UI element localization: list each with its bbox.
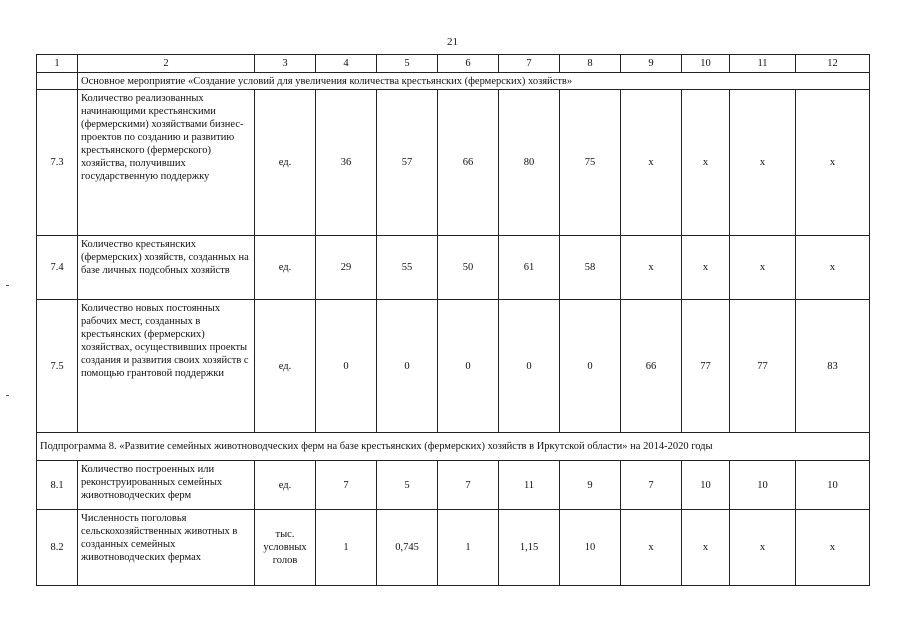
indicators-table [36,54,870,586]
value-cell: 7 [621,461,682,510]
col-header: 8 [560,55,621,73]
margin-mark [6,285,9,286]
col-header: 2 [78,55,255,73]
value-cell: 0 [438,300,499,433]
value-cell: x [796,236,870,300]
value-cell: x [730,90,796,236]
value-cell: 83 [796,300,870,433]
value-cell: 0 [316,300,377,433]
unit-cell: ед. [255,300,316,433]
row-number: 7.3 [37,90,78,236]
value-cell: x [682,510,730,586]
margin-mark [6,395,9,396]
col-header: 5 [377,55,438,73]
row-number: 8.2 [37,510,78,586]
unit-cell: ед. [255,90,316,236]
table-row [37,510,870,586]
value-cell: 58 [560,236,621,300]
unit-cell: ед. [255,236,316,300]
value-cell: 29 [316,236,377,300]
value-cell: 0 [377,300,438,433]
value-cell: 10 [682,461,730,510]
col-header: 9 [621,55,682,73]
value-cell: 10 [796,461,870,510]
value-cell: 11 [499,461,560,510]
value-cell: x [730,236,796,300]
column-header-row [37,55,870,73]
value-cell: 7 [438,461,499,510]
col-header: 7 [499,55,560,73]
value-cell: x [621,510,682,586]
indicator-name: Количество новых постоянных рабочих мест, созданных в крестьянских (фермерских) хозяйствах, осуществивших проекты создания и развития своих хозяйств с помощью грантовой поддержки [78,300,255,433]
value-cell: 0 [499,300,560,433]
value-cell: 57 [377,90,438,236]
row-number: 7.5 [37,300,78,433]
indicator-name: Количество крестьянских (фермерских) хозяйств, созданных на базе личных подсобных хозяйств [78,236,255,300]
value-cell: 50 [438,236,499,300]
value-cell: 0 [560,300,621,433]
section-row [37,73,870,90]
value-cell: 77 [682,300,730,433]
value-cell: x [682,90,730,236]
value-cell: x [682,236,730,300]
value-cell: 1 [316,510,377,586]
value-cell: x [621,236,682,300]
section-row [37,433,870,461]
section-subprogram: Подпрограмма 8. «Развитие семейных животноводческих ферм на базе крестьянских (фермерских) хозяйств в Иркутской области» на 2014-2020 годы [37,433,870,461]
value-cell: 1,15 [499,510,560,586]
value-cell: 7 [316,461,377,510]
value-cell: 77 [730,300,796,433]
col-header: 6 [438,55,499,73]
value-cell: 10 [560,510,621,586]
value-cell: 75 [560,90,621,236]
value-cell: 5 [377,461,438,510]
value-cell: 66 [621,300,682,433]
value-cell: 0,745 [377,510,438,586]
value-cell: x [621,90,682,236]
value-cell: 55 [377,236,438,300]
col-header: 10 [682,55,730,73]
table-row [37,236,870,300]
unit-cell: ед. [255,461,316,510]
value-cell: 61 [499,236,560,300]
value-cell: 9 [560,461,621,510]
indicator-name: Численность поголовья сельскохозяйственных животных в созданных семейных животноводческих фермах [78,510,255,586]
col-header: 1 [37,55,78,73]
value-cell: 66 [438,90,499,236]
col-header: 12 [796,55,870,73]
value-cell: 80 [499,90,560,236]
value-cell: 36 [316,90,377,236]
value-cell: x [730,510,796,586]
row-number: 7.4 [37,236,78,300]
table-row [37,300,870,433]
value-cell: 10 [730,461,796,510]
table-row [37,461,870,510]
value-cell: x [796,510,870,586]
indicator-name: Количество реализованных начинающими крестьянскими (фермерскими) хозяйствами бизнес-проектов по созданию и развитию крестьянского (фермерского) хозяйства, получивших государственную поддержку [78,90,255,236]
unit-cell: тыс. условных голов [255,510,316,586]
col-header: 11 [730,55,796,73]
section-main-event: Основное мероприятие «Создание условий для увеличения количества крестьянских (фермерских) хозяйств» [78,73,870,90]
page-number: 21 [447,36,458,48]
col-header: 4 [316,55,377,73]
value-cell: 1 [438,510,499,586]
indicator-name: Количество построенных или реконструированных семейных животноводческих ферм [78,461,255,510]
table-row [37,90,870,236]
col-header: 3 [255,55,316,73]
value-cell: x [796,90,870,236]
row-number: 8.1 [37,461,78,510]
